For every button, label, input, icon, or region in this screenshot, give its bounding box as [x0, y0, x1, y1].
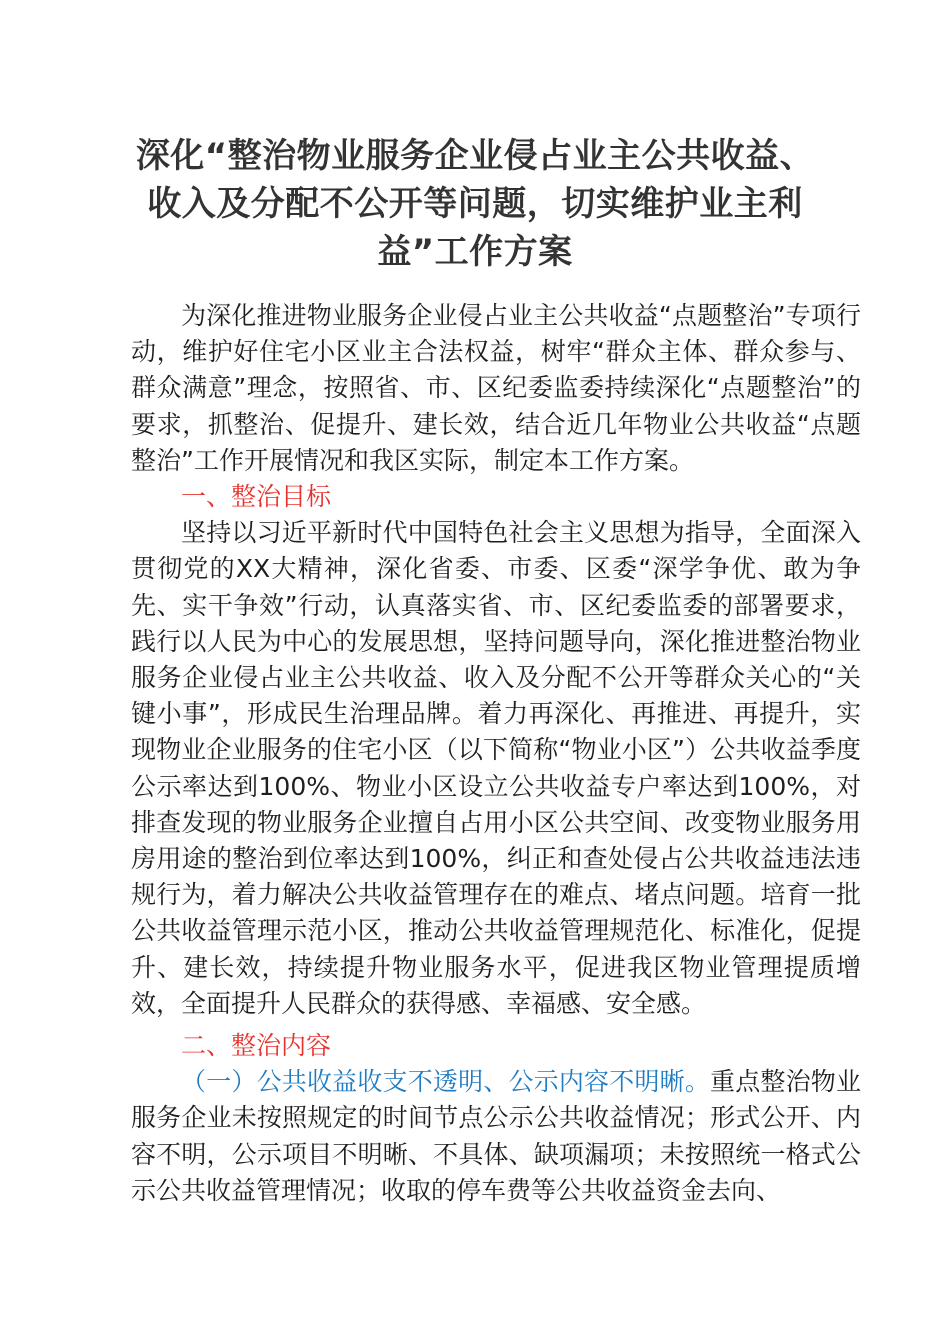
title-line-3: 益”工作方案 — [377, 232, 573, 272]
section-heading-goals: 一、整治目标 — [181, 482, 332, 512]
section-heading-content: 二、整治内容 — [181, 1031, 332, 1061]
title-line-2: 收入及分配不公开等问题，切实维护业主利 — [147, 184, 803, 224]
document-title — [110, 132, 840, 276]
document-body — [131, 298, 861, 1209]
content-item-1-heading: （一）公共收益收支不透明、公示内容不明晰。 — [181, 1067, 711, 1097]
content-item-1-paragraph — [131, 1064, 861, 1209]
goals-paragraph: 坚持以习近平新时代中国特色社会主义思想为指导，全面深入贯彻党的XX大精神，深化省委、市委、区委“深学争优、敢为争先、实干争效”行动，认真落实省、市、区纪委监委的部署要求，践行以人民为中心的发展思想，坚持问题导向，深化推进整治物业服务企业侵占业主公共收益、收入及分配不公开等群众关心的“关键小事”，形成民生治理品牌。着力再深化、再推进、再提升，实现物业企业服务的住宅小区（以下简称“物业小区”）公共收益季度公示率达到100%、物业小区设立公共收益专户率达到100%，对排查发现的物业服务企业擅自占用小区公共空间、改变物业服务用房用途的整治到位率达到100%，纠正和查处侵占公共收益违法违规行为，着力解决公共收益管理存在的难点、堵点问题。培育一批公共收益管理示范小区，推动公共收益管理规范化、标准化，促提升、建长效，持续提升物业服务水平，促进我区物业管理提质增效，全面提升人民群众的获得感、幸福感、安全感。 — [131, 518, 861, 1018]
content-item-1-body: 重点整治物业服务企业未按照规定的时间节点公示公共收益情况；形式公开、内容不明，公示项目不明晰、不具体、缺项漏项；未按照统一格式公示公共收益管理情况；收取的停车费等公共收益资金去向、 — [131, 1067, 861, 1205]
intro-paragraph: 为深化推进物业服务企业侵占业主公共收益“点题整治”专项行动，维护好住宅小区业主合法权益，树牢“群众主体、群众参与、群众满意”理念，按照省、市、区纪委监委持续深化“点题整治”的要求，抓整治、促提升、建长效，结合近几年物业公共收益“点题整治”工作开展情况和我区实际，制定本工作方案。 — [131, 301, 861, 475]
title-line-1: 深化“整治物业服务企业侵占业主公共收益、 — [135, 136, 815, 176]
